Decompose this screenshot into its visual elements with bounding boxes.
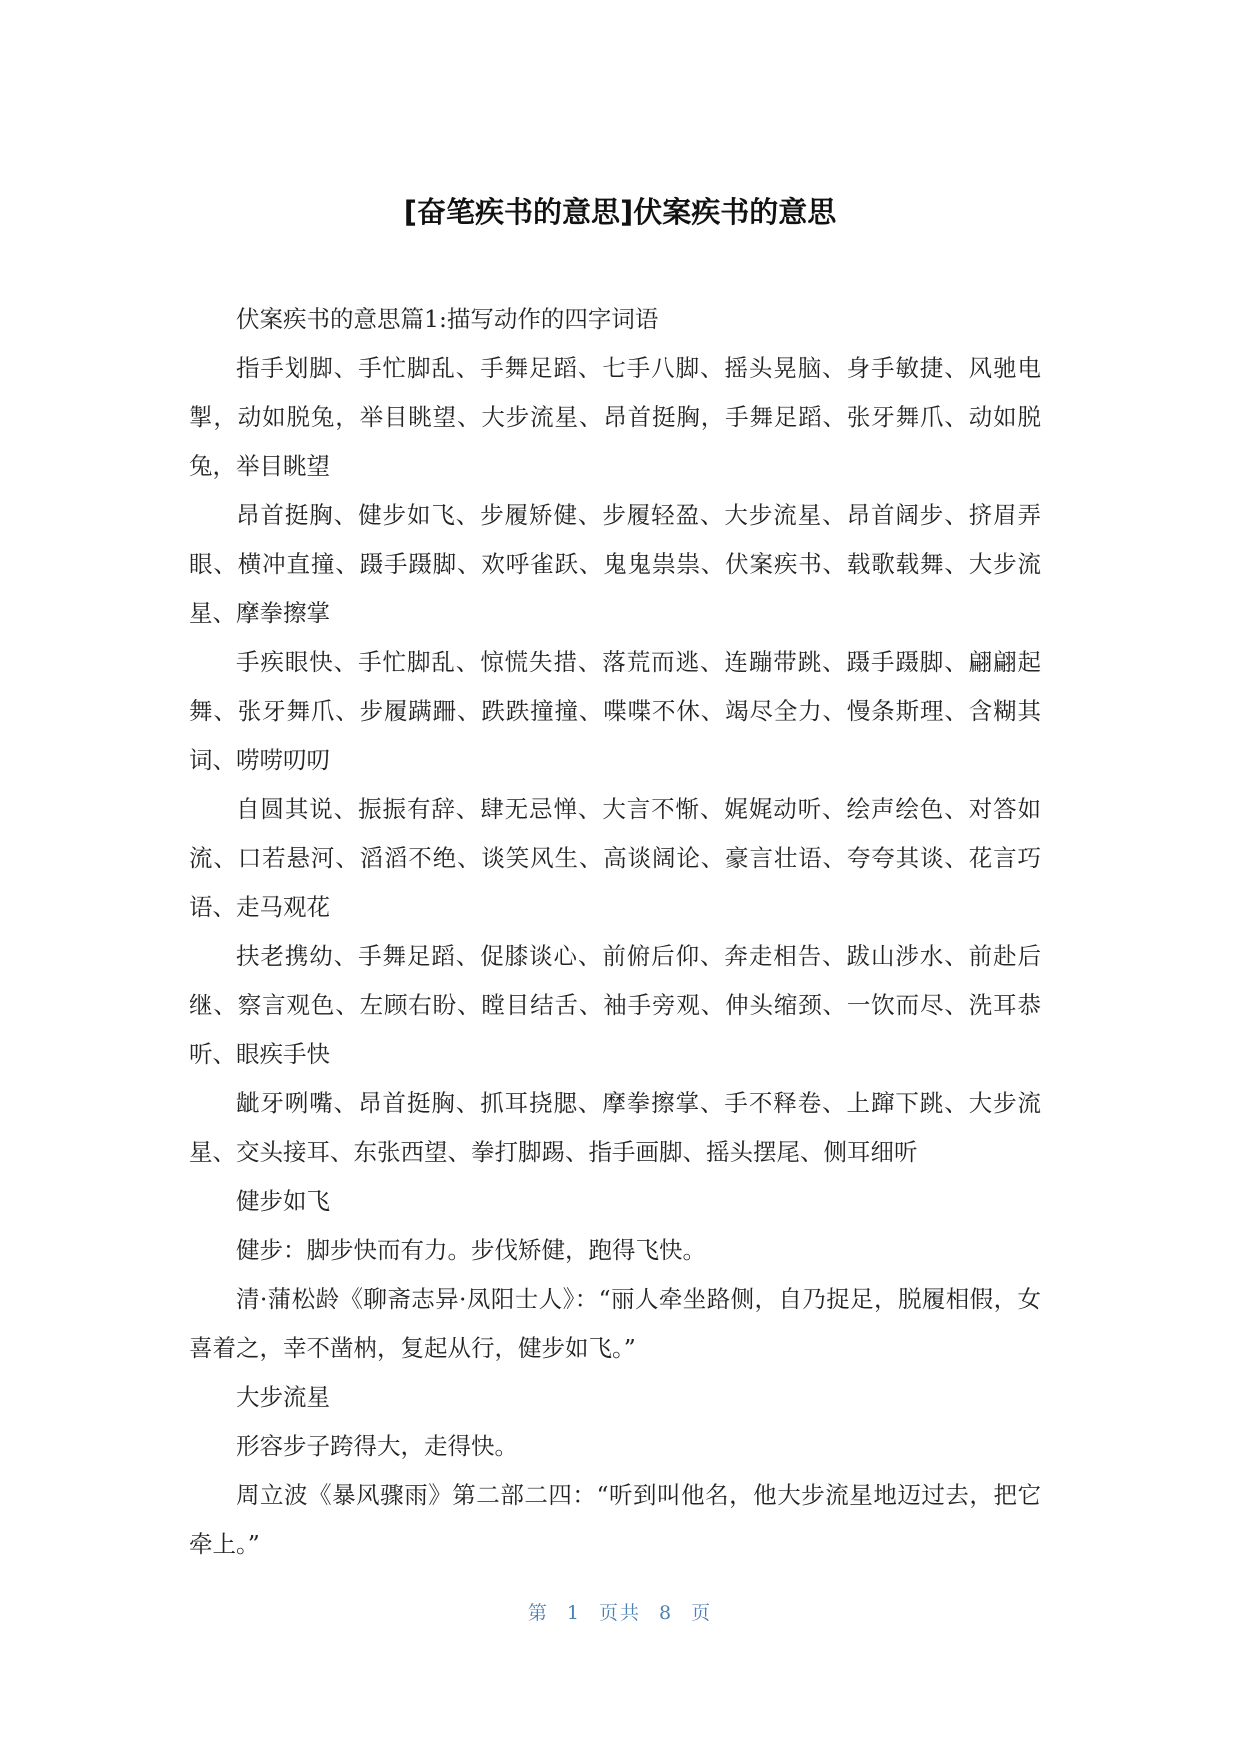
term-definition: 形容步子跨得大，走得快。 [236,1432,518,1460]
term-definition: 健步：脚步快而有力。步伐矫健，跑得飞快。 [236,1236,706,1264]
page-label-suffix: 页 [691,1602,713,1624]
paragraph: 手疾眼快、手忙脚乱、惊慌失措、落荒而逃、连蹦带跳、蹑手蹑脚、翩翩起舞、张牙舞爪、步履蹒跚、跌跌撞撞、喋喋不休、竭尽全力、慢条斯理、含糊其词、唠唠叨叨 [189,648,1041,774]
term-citation: 清·蒲松龄《聊斋志异·凤阳士人》：“丽人牵坐路侧，自乃捉足，脱履相假，女喜着之，幸不凿枘，复起从行，健步如飞。” [189,1285,1041,1362]
term-citation: 周立波《暴风骤雨》第二部二四：“听到叫他名，他大步流星地迈过去，把它牵上。” [189,1481,1041,1558]
current-page-number: 1 [566,1602,581,1624]
term-heading: 大步流星 [236,1383,330,1411]
total-pages-number: 8 [659,1602,674,1624]
document-body [189,295,1041,1569]
paragraph-heading: 伏案疾书的意思篇1:描写动作的四字词语 [236,305,659,333]
page-label-prefix: 第 [527,1602,549,1624]
paragraph: 扶老携幼、手舞足蹈、促膝谈心、前俯后仰、奔走相告、跋山涉水、前赴后继、察言观色、左顾右盼、瞠目结舌、袖手旁观、伸头缩颈、一饮而尽、洗耳恭听、眼疾手快 [189,942,1041,1068]
document-title: [奋笔疾书的意思]伏案疾书的意思 [403,195,837,229]
term-heading: 健步如飞 [236,1187,330,1215]
paragraph: 龇牙咧嘴、昂首挺胸、抓耳挠腮、摩拳擦掌、手不释卷、上蹿下跳、大步流星、交头接耳、东张西望、拳打脚踢、指手画脚、摇头摆尾、侧耳细听 [189,1089,1041,1166]
paragraph: 指手划脚、手忙脚乱、手舞足蹈、七手八脚、摇头晃脑、身手敏捷、风驰电掣，动如脱兔，举目眺望、大步流星、昂首挺胸，手舞足蹈、张牙舞爪、动如脱兔，举目眺望 [189,354,1041,480]
page-footer [0,1598,1240,1628]
page-label-middle: 页共 [598,1602,641,1624]
paragraph: 昂首挺胸、健步如飞、步履矫健、步履轻盈、大步流星、昂首阔步、挤眉弄眼、横冲直撞、蹑手蹑脚、欢呼雀跃、鬼鬼祟祟、伏案疾书、载歌载舞、大步流星、摩拳擦掌 [189,501,1041,627]
paragraph: 自圆其说、振振有辞、肆无忌惮、大言不惭、娓娓动听、绘声绘色、对答如流、口若悬河、滔滔不绝、谈笑风生、高谈阔论、豪言壮语、夸夸其谈、花言巧语、走马观花 [189,795,1041,921]
